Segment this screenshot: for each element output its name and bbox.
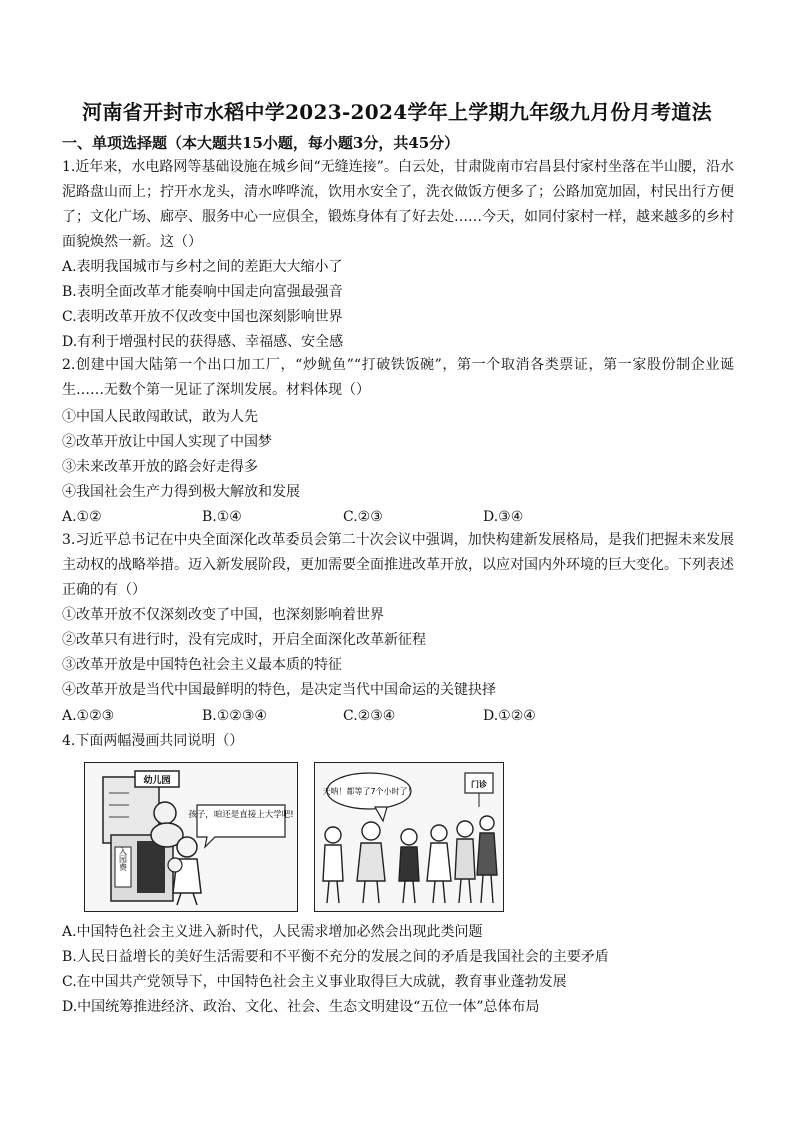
page-title: 河南省开封市水稻中学2023-2024学年上学期九年级九月份月考道法 <box>82 100 712 124</box>
question-1-option-d: D.有利于增强村民的获得感、幸福感、安全感 <box>62 334 344 350</box>
question-2-item-4: ④我国社会生产力得到极大解放和发展 <box>62 484 300 500</box>
question-2-item-2: ②改革开放让中国人实现了中国梦 <box>62 434 272 450</box>
comic-right-drawing <box>315 763 503 911</box>
question-3-option-a: A.①②③ <box>62 708 115 724</box>
question-4-stem: 4.下面两幅漫画共同说明（） <box>62 733 244 749</box>
question-3-option-b: B.①②③④ <box>202 708 267 724</box>
question-1-option-c: C.表明改革开放不仅改变中国也深刻影响世界 <box>62 309 343 325</box>
question-3-item-1: ①改革开放不仅深刻改变了中国，也深刻影响着世界 <box>62 607 384 623</box>
comic-left-kindergarten-fee <box>84 762 298 912</box>
question-2-option-a: A.①② <box>62 509 102 525</box>
question-2-option-c: C.②③ <box>343 509 383 525</box>
question-2-option-d: D.③④ <box>483 509 524 525</box>
comic-left-speech: 孩子，咱还是直接上大学吧! <box>188 810 294 820</box>
question-1-option-a: A.表明我国城市与乡村之间的差距大大缩小了 <box>62 259 343 275</box>
comic-right-hospital-queue <box>314 762 504 912</box>
comic-left-drawing <box>85 763 297 911</box>
question-4-option-b: B.人民日益增长的美好生活需要和不平衡不充分的发展之间的矛盾是我国社会的主要矛盾 <box>62 949 609 965</box>
question-2-option-b: B.①④ <box>202 509 242 525</box>
question-3-item-2: ②改革只有进行时，没有完成时，开启全面深化改革新征程 <box>62 632 426 648</box>
question-4-option-a: A.中国特色社会主义进入新时代，人民需求增加必然会出现此类问题 <box>62 924 483 940</box>
comic-right-sign: 门诊 <box>471 780 487 789</box>
question-4-option-c: C.在中国共产党领导下，中国特色社会主义事业取得巨大成就，教育事业蓬勃发展 <box>62 974 567 990</box>
question-3-option-c: C.②③④ <box>343 708 396 724</box>
question-3-option-d: D.①②④ <box>483 708 536 724</box>
question-2-item-3: ③未来改革开放的路会好走得多 <box>62 459 258 475</box>
question-3-item-4: ④改革开放是当代中国最鲜明的特色，是决定当代中国命运的关键抉择 <box>62 682 496 698</box>
question-2-stem: 2.创建中国大陆第一个出口加工厂，“炒鱿鱼”“打破铁饭碗”，第一个取消各类票证，第一家股份制企业诞生……无数个第一见证了深圳发展。材料体现（） <box>62 357 734 398</box>
question-4-option-d: D.中国统筹推进经济、政治、文化、社会、生态文明建设“五位一体”总体布局 <box>62 999 540 1015</box>
question-3-stem: 3.习近平总书记在中央全面深化改革委员会第二十次会议中强调，加快构建新发展格局，是我们把握未来发展主动权的战略举措。迈入新发展阶段，更加需要全面推进改革开放，以应对国内外环境的巨大变化。下列表述正确的有（） <box>62 532 734 598</box>
section-heading: 一、单项选择题（本大题共15小题，每小题3分，共45分） <box>62 134 460 152</box>
comic-left-box-label: 入园费 <box>118 847 128 871</box>
question-1-stem: 1.近年来，水电路网等基础设施在城乡间“无缝连接”。白云处，甘肃陇南市宕昌县付家村坐落在半山腰，沿水泥路盘山而上；拧开水龙头，清水哗哗流，饮用水安全了，洗衣做饭方便多了；公路加宽加固，村民出行方便了；文化广场、廊亭、服务中心一应俱全，锻炼身体有了好去处……今天，如同付家村一样，越来越多的乡村面貌焕然一新。这（） <box>62 159 734 250</box>
question-2-item-1: ①中国人民敢闯敢试，敢为人先 <box>62 409 258 425</box>
question-1-option-b: B.表明全面改革才能奏响中国走向富强最强音 <box>62 284 343 300</box>
comic-right-speech: 天呐！都等了7个小时了！ <box>322 787 416 796</box>
question-3-item-3: ③改革开放是中国特色社会主义最本质的特征 <box>62 657 342 673</box>
comic-left-sign: 幼儿园 <box>143 776 171 786</box>
